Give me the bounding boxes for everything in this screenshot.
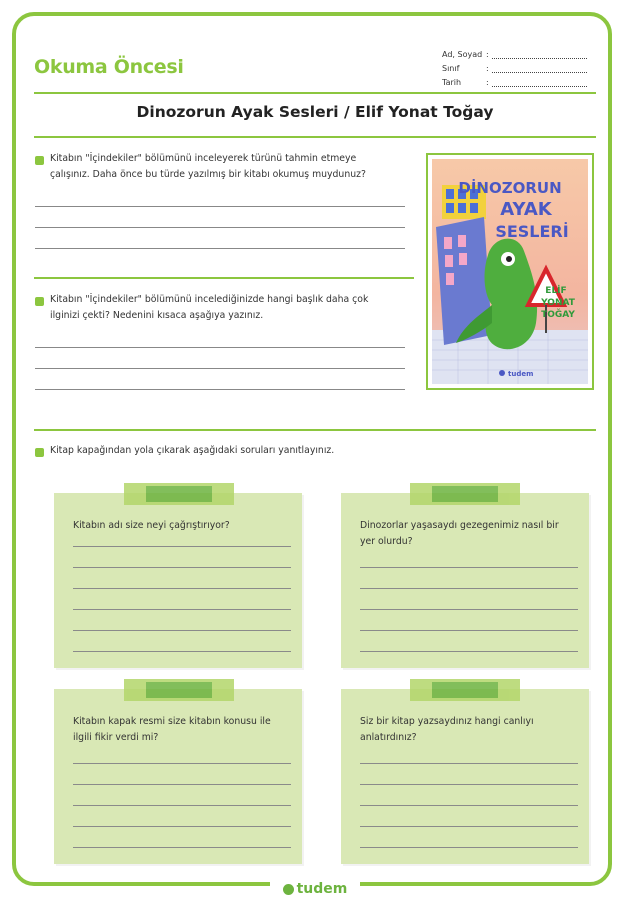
cover-title-2: AYAK bbox=[500, 199, 552, 220]
name-colon: : bbox=[486, 50, 489, 59]
divider bbox=[34, 92, 596, 94]
publisher-logo bbox=[270, 879, 360, 899]
divider bbox=[34, 136, 596, 138]
card-2-question: Dinozorlar yaşasaydı gezegenimiz nasıl bir yer olurdu? bbox=[360, 520, 559, 547]
cover-title-3: SESLERİ bbox=[495, 222, 569, 241]
cover-author-3: TOĞAY bbox=[541, 310, 575, 320]
card-3-question: Kitabın kapak resmi size kitabın konusu ile ilgili fikir verdi mi? bbox=[73, 716, 271, 743]
name-label: Ad, Soyad bbox=[442, 50, 483, 59]
write-line[interactable] bbox=[73, 609, 291, 610]
student-info bbox=[442, 45, 587, 87]
write-line[interactable] bbox=[360, 609, 578, 610]
cover-title-1: DİNOZORUN bbox=[458, 179, 562, 197]
book-cover bbox=[426, 153, 594, 390]
write-line[interactable] bbox=[73, 784, 291, 785]
write-line[interactable] bbox=[35, 248, 405, 249]
logo-icon bbox=[283, 884, 294, 895]
write-line[interactable] bbox=[73, 651, 291, 652]
date-field[interactable] bbox=[492, 78, 587, 87]
date-colon: : bbox=[486, 78, 489, 87]
write-line[interactable] bbox=[360, 630, 578, 631]
tape-decoration bbox=[124, 679, 234, 701]
tape-decoration bbox=[410, 483, 520, 505]
class-field[interactable] bbox=[492, 64, 587, 73]
book-title: Dinozorun Ayak Sesleri / Elif Yonat Toğay bbox=[136, 103, 494, 121]
date-row bbox=[442, 73, 587, 87]
card-4-question: Siz bir kitap yazsaydınız hangi canlıyı anlatırdınız? bbox=[360, 716, 534, 743]
write-line[interactable] bbox=[35, 227, 405, 228]
class-label: Sınıf bbox=[442, 64, 460, 73]
divider bbox=[34, 429, 596, 431]
write-line[interactable] bbox=[360, 567, 578, 568]
bullet-icon bbox=[35, 156, 44, 165]
write-line[interactable] bbox=[73, 826, 291, 827]
write-line[interactable] bbox=[73, 763, 291, 764]
write-line[interactable] bbox=[360, 784, 578, 785]
tape-decoration bbox=[124, 483, 234, 505]
question-2: Kitabın "İçindekiler" bölümünü incelediğinizde hangi başlık daha çok ilginizi çekti? Nedenini kısaca aşağıya yazınız. bbox=[50, 294, 369, 321]
logo-text: tudem bbox=[296, 881, 348, 897]
write-line[interactable] bbox=[360, 826, 578, 827]
write-line[interactable] bbox=[35, 206, 405, 207]
write-line[interactable] bbox=[35, 347, 405, 348]
cover-author-2: YONAT bbox=[541, 298, 575, 308]
write-line[interactable] bbox=[73, 847, 291, 848]
question-1: Kitabın "İçindekiler" bölümünü inceleyerek türünü tahmin etmeye çalışınız. Daha önce bu türde yazılmış bir kitabı okumuş muydunuz? bbox=[50, 153, 366, 180]
write-line[interactable] bbox=[360, 651, 578, 652]
name-field[interactable] bbox=[492, 50, 587, 59]
bullet-icon bbox=[35, 297, 44, 306]
divider bbox=[34, 277, 414, 279]
write-line[interactable] bbox=[360, 805, 578, 806]
date-label: Tarih bbox=[442, 78, 462, 87]
bullet-icon bbox=[35, 448, 44, 457]
write-line[interactable] bbox=[73, 630, 291, 631]
cover-illustration bbox=[428, 155, 592, 388]
section-title: Okuma Öncesi bbox=[34, 56, 184, 78]
class-row bbox=[442, 59, 587, 73]
tape-decoration bbox=[410, 679, 520, 701]
write-line[interactable] bbox=[73, 588, 291, 589]
cover-publisher: tudem bbox=[508, 370, 534, 378]
name-row bbox=[442, 45, 587, 59]
write-line[interactable] bbox=[73, 805, 291, 806]
card-1-question: Kitabın adı size neyi çağrıştırıyor? bbox=[73, 520, 230, 531]
question-3: Kitap kapağından yola çıkarak aşağıdaki soruları yanıtlayınız. bbox=[50, 445, 335, 456]
class-colon: : bbox=[486, 64, 489, 73]
write-line[interactable] bbox=[73, 567, 291, 568]
write-line[interactable] bbox=[35, 368, 405, 369]
write-line[interactable] bbox=[360, 588, 578, 589]
write-line[interactable] bbox=[360, 847, 578, 848]
write-line[interactable] bbox=[35, 389, 405, 390]
cover-author-1: ELİF bbox=[545, 286, 567, 296]
write-line[interactable] bbox=[360, 763, 578, 764]
write-line[interactable] bbox=[73, 546, 291, 547]
